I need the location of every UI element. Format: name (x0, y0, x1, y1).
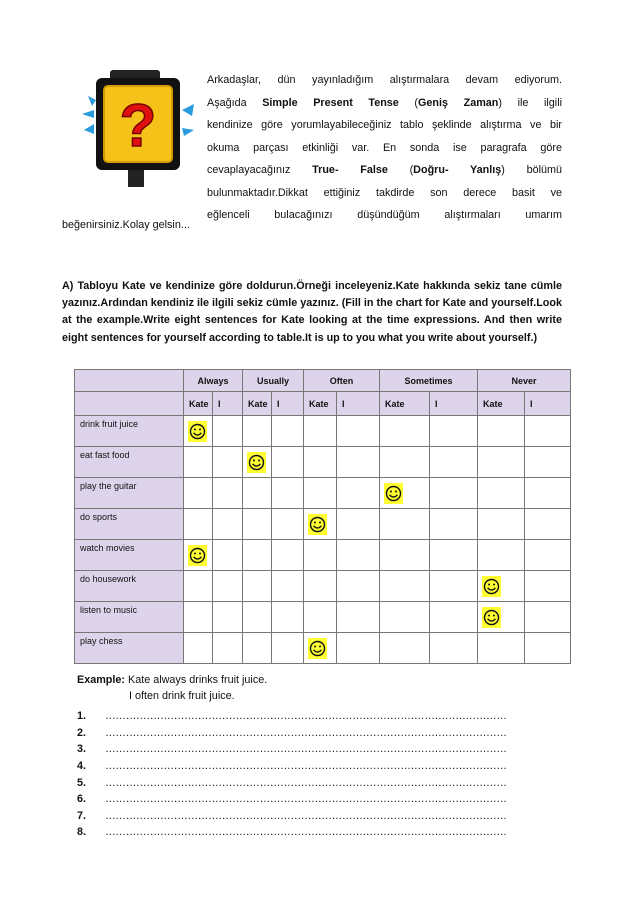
chart-cell-kate[interactable] (478, 633, 525, 664)
chart-cell-kate[interactable] (243, 602, 272, 633)
example-block (77, 673, 267, 704)
answer-blank[interactable]: ……………………………………………………………………………………………………… (105, 760, 507, 773)
chart-cell-kate[interactable] (380, 509, 430, 540)
chart-cell-kate[interactable] (184, 447, 213, 478)
smiley-icon (308, 514, 327, 535)
answer-line[interactable] (77, 725, 531, 742)
table-row (75, 571, 571, 602)
example-label: Example: (77, 674, 126, 686)
chart-cell-kate[interactable] (243, 540, 272, 571)
chart-cell-kate[interactable] (243, 571, 272, 602)
answer-number: 3. (77, 743, 87, 756)
answer-lines (77, 708, 531, 841)
answer-line[interactable] (77, 708, 531, 725)
chart-cell-kate[interactable] (478, 540, 525, 571)
chart-cell-i[interactable] (430, 478, 478, 509)
chart-cell-i[interactable] (272, 602, 304, 633)
answer-line[interactable] (77, 774, 531, 791)
chart-cell-kate[interactable] (184, 602, 213, 633)
chart-cell-kate[interactable] (380, 416, 430, 447)
chart-cell-i[interactable] (213, 602, 243, 633)
chart-cell-i[interactable] (272, 478, 304, 509)
col-i: I (337, 392, 380, 416)
chart-cell-kate[interactable] (304, 478, 337, 509)
chart-cell-kate[interactable] (380, 633, 430, 664)
chart-cell-kate[interactable] (380, 478, 430, 509)
answer-number: 6. (77, 793, 87, 806)
activity-label: play chess (75, 633, 184, 664)
chart-cell-kate[interactable] (380, 602, 430, 633)
chart-cell-i[interactable] (337, 416, 380, 447)
chart-cell-i[interactable] (430, 633, 478, 664)
chart-cell-kate[interactable] (304, 416, 337, 447)
chart-cell-i[interactable] (213, 540, 243, 571)
smiley-icon (482, 607, 501, 628)
col-i: I (430, 392, 478, 416)
answer-line[interactable] (77, 758, 531, 775)
smiley-icon (247, 452, 266, 473)
intro-tail: beğenirsiniz.Kolay gelsin... (62, 219, 190, 231)
question-sign-icon (82, 70, 194, 188)
answer-number: 7. (77, 809, 87, 822)
intro-paragraph: Arkadaşlar, dün yayınladığım alıştırmalara devam ediyorum. Aşağıda Simple Present Tense (Geniş Zaman) ile ilgili kendinize göre yorumlayabileceğiniz tablo şeklinde alıştırma ve bir okuma parçası etkinliği var. En sonda ise paragrafa göre cevaplayacağınız True- False (Doğru- Yanlış) bölümü bulunmaktadır.Dikkat ettiğiniz takdirde son derece basit ve eğlenceli bulacağınızı düşündüğüm alıştırmaları umarım (207, 74, 562, 221)
chart-cell-kate[interactable] (304, 447, 337, 478)
chart-cell-kate[interactable] (304, 571, 337, 602)
header-never: Never (478, 370, 571, 392)
chart-cell-i[interactable] (272, 509, 304, 540)
chart-cell-kate[interactable] (184, 571, 213, 602)
frequency-chart (74, 369, 571, 664)
table-row (75, 509, 571, 540)
chart-cell-i[interactable] (337, 602, 380, 633)
chart-cell-i[interactable] (430, 416, 478, 447)
chart-cell-i[interactable] (213, 633, 243, 664)
chart-cell-i[interactable] (272, 540, 304, 571)
chart-cell-kate[interactable] (478, 571, 525, 602)
col-kate: Kate (243, 392, 272, 416)
activity-label: play the guitar (75, 478, 184, 509)
example-line-2: I often drink fruit juice. (129, 689, 235, 702)
svg-text:?: ? (119, 92, 157, 159)
answer-number: 2. (77, 726, 87, 739)
table-row (75, 478, 571, 509)
chart-cell-kate[interactable] (304, 602, 337, 633)
chart-cell-i[interactable] (272, 633, 304, 664)
activity-label: listen to music (75, 602, 184, 633)
answer-blank[interactable]: ……………………………………………………………………………………………………… (105, 776, 507, 789)
answer-blank[interactable]: ……………………………………………………………………………………………………… (105, 743, 507, 756)
answer-blank[interactable]: ……………………………………………………………………………………………………… (105, 826, 507, 839)
chart-cell-i[interactable] (337, 633, 380, 664)
chart-cell-i[interactable] (213, 416, 243, 447)
chart-cell-i[interactable] (213, 478, 243, 509)
chart-cell-kate[interactable] (184, 478, 213, 509)
answer-number: 8. (77, 826, 87, 839)
chart-cell-i[interactable] (525, 602, 571, 633)
col-kate: Kate (478, 392, 525, 416)
chart-cell-i[interactable] (525, 447, 571, 478)
chart-cell-i[interactable] (430, 447, 478, 478)
activity-label: watch movies (75, 540, 184, 571)
chart-cell-kate[interactable] (243, 416, 272, 447)
chart-cell-kate[interactable] (184, 509, 213, 540)
chart-cell-kate[interactable] (304, 633, 337, 664)
answer-blank[interactable]: ……………………………………………………………………………………………………… (105, 726, 507, 739)
header-often: Often (304, 370, 380, 392)
col-kate: Kate (380, 392, 430, 416)
chart-cell-i[interactable] (430, 509, 478, 540)
example-line-1: Kate always drinks fruit juice. (125, 674, 268, 686)
col-kate: Kate (304, 392, 337, 416)
chart-cell-kate[interactable] (478, 416, 525, 447)
table-row (75, 416, 571, 447)
chart-cell-i[interactable] (272, 416, 304, 447)
chart-cell-kate[interactable] (243, 447, 272, 478)
answer-number: 4. (77, 760, 87, 773)
smiley-icon (384, 483, 403, 504)
corner-cell (75, 370, 184, 392)
chart-cell-i[interactable] (525, 633, 571, 664)
activity-label: do sports (75, 509, 184, 540)
chart-cell-i[interactable] (525, 540, 571, 571)
chart-cell-i[interactable] (337, 447, 380, 478)
chart-cell-kate[interactable] (243, 633, 272, 664)
chart-cell-kate[interactable] (243, 478, 272, 509)
answer-line[interactable] (77, 741, 531, 758)
header-usually: Usually (243, 370, 304, 392)
chart-cell-i[interactable] (430, 540, 478, 571)
chart-cell-i[interactable] (525, 571, 571, 602)
answer-number: 1. (77, 710, 87, 723)
chart-cell-kate[interactable] (478, 447, 525, 478)
chart-cell-kate[interactable] (304, 509, 337, 540)
chart-cell-i[interactable] (337, 478, 380, 509)
smiley-icon (308, 638, 327, 659)
chart-cell-i[interactable] (337, 571, 380, 602)
table-row (75, 633, 571, 664)
smiley-icon (188, 545, 207, 566)
chart-cell-i[interactable] (430, 571, 478, 602)
answer-number: 5. (77, 776, 87, 789)
chart-cell-i[interactable] (525, 509, 571, 540)
chart-cell-kate[interactable] (478, 478, 525, 509)
header-always: Always (184, 370, 243, 392)
chart-cell-i[interactable] (525, 416, 571, 447)
chart-cell-kate[interactable] (380, 571, 430, 602)
chart-cell-i[interactable] (272, 447, 304, 478)
answer-line[interactable] (77, 808, 531, 825)
chart-cell-kate[interactable] (478, 602, 525, 633)
chart-cell-kate[interactable] (304, 540, 337, 571)
col-kate: Kate (184, 392, 213, 416)
smiley-icon (188, 421, 207, 442)
activity-label: eat fast food (75, 447, 184, 478)
chart-cell-i[interactable] (272, 571, 304, 602)
answer-blank[interactable]: ……………………………………………………………………………………………………… (105, 809, 507, 822)
table-row (75, 602, 571, 633)
chart-cell-kate[interactable] (478, 509, 525, 540)
table-row (75, 540, 571, 571)
smiley-icon (482, 576, 501, 597)
answer-blank[interactable]: ……………………………………………………………………………………………………… (105, 793, 507, 806)
chart-cell-kate[interactable] (380, 447, 430, 478)
chart-cell-i[interactable] (213, 447, 243, 478)
chart-cell-kate[interactable] (380, 540, 430, 571)
col-i: I (213, 392, 243, 416)
col-i: I (272, 392, 304, 416)
col-i: I (525, 392, 571, 416)
activity-label: do housework (75, 571, 184, 602)
chart-cell-i[interactable] (430, 602, 478, 633)
chart-cell-kate[interactable] (184, 416, 213, 447)
chart-cell-i[interactable] (213, 571, 243, 602)
chart-cell-kate[interactable] (184, 633, 213, 664)
answer-blank[interactable]: ……………………………………………………………………………………………………… (105, 710, 507, 723)
chart-cell-i[interactable] (337, 509, 380, 540)
task-instructions: A) Tabloyu Kate ve kendinize göre doldurun.Örneği inceleyeniz.Kate hakkında sekiz tane cümle yazınız.Ardından kendiniz ile ilgili sekiz cümle yazınız. (Fill in the chart for Kate and yourself.Look at the example.Write eight sentences for Kate looking at the time expressions. And then write eight sentences for yourself according to table.It is up to you what you write about yourself.) (62, 280, 562, 344)
chart-cell-kate[interactable] (243, 509, 272, 540)
answer-line[interactable] (77, 791, 531, 808)
chart-cell-i[interactable] (337, 540, 380, 571)
chart-cell-i[interactable] (213, 509, 243, 540)
activity-label: drink fruit juice (75, 416, 184, 447)
answer-line[interactable] (77, 824, 531, 841)
chart-cell-kate[interactable] (184, 540, 213, 571)
table-row (75, 447, 571, 478)
chart-cell-i[interactable] (525, 478, 571, 509)
header-sometimes: Sometimes (380, 370, 478, 392)
